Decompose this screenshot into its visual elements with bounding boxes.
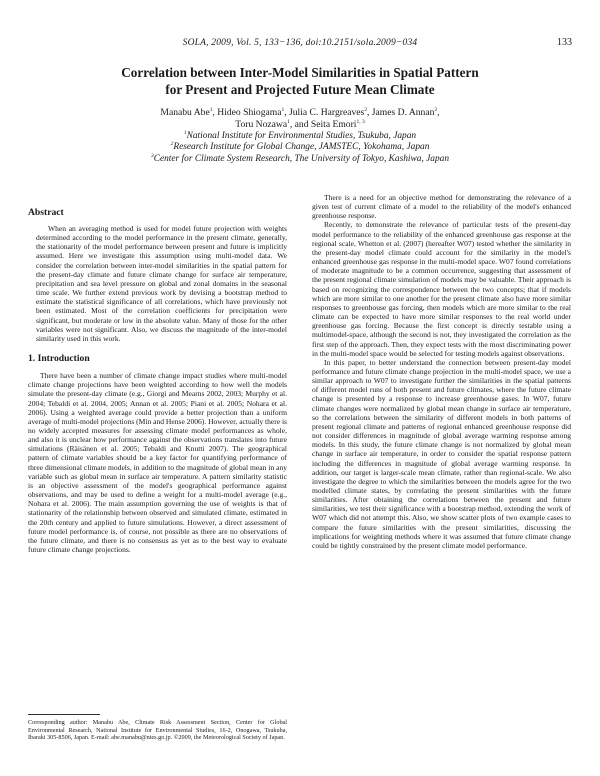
author-name: Toru Nozawa bbox=[235, 118, 288, 130]
author-affiliation-mark: 1 bbox=[209, 106, 213, 113]
author-affiliation-mark: 1 bbox=[287, 118, 290, 125]
corresponding-author-footnote: Corresponding author: Manabu Abe, Climate Risk Assessment Section, Center for Global Environmental Research, National Institute for Environmental Studies, 16-2, Onogawa, Tsukuba, Ibaraki 305-8506, Japan. E-mail: abe.manabu@nies.go.jp. ©2009, the Meteorological Society of Japan. bbox=[28, 719, 287, 742]
abstract-heading: Abstract bbox=[28, 207, 64, 218]
author-line-2: Toru Nozawa$^1$, and Seita Emori$^{1, 3}$ bbox=[235, 118, 365, 130]
footnote-divider bbox=[28, 714, 100, 715]
author-line-1: Manabu Abe$^1$, Hideo Shiogama$^1$, Julia C. Hargreaves$^2$, James D. Annan$^2$, bbox=[160, 106, 440, 118]
author-name: Hideo Shiogama bbox=[217, 107, 282, 118]
introduction-paragraph: There have been a number of climate change impact studies where multi-model climate change projections have been weighted according to how well the models simulate the present-day climate (e.g., Giorgi and Mearns 2002, 2003; Murphy et al. 2004; Tebaldi et al. 2004, 2005; Annan et al. 2005; Piani et al. 2005; Nohara et al. 2006). Using a weighted average could provide a better projection than a uniform average of multi-model projections (Min and Hense 2006). However, actually there is no widely accepted measures for assessing climate model performances as whole, and also it is unclear how performance against the observations translates into future simulations (Räisänen et al. 2005; Tebaldi and Knutti 2007). The geographical pattern of climate variables should be a key factor for quantifying performance of three dimensional climate models, in addition to the magnitude of global mean in any variable such as global mean in surface air temperature. A pattern similarity statistic is an objective assessment of the model's geographical performance against observations, and may be used to define a weight for a multi-model average (e.g., Nohara et al. 2006). The main assumption governing the use of weights is that of stationarity of the relationship between observed and simulated climate, estimated in the 20th century and applied to future simulations. However, a direct assessment of future model performance is, of course, not possible as there are no observations of the future climate, and there is no consensus as yet as to the best way to evaluate future climate change projections. bbox=[28, 371, 287, 554]
author-name: and Seita Emori bbox=[294, 118, 357, 130]
affiliation-mark: 2 bbox=[170, 141, 174, 148]
affiliation-mark: 3 bbox=[150, 152, 154, 159]
affiliation-item bbox=[40, 154, 560, 165]
left-column bbox=[28, 193, 287, 554]
paper-title bbox=[40, 64, 560, 98]
author-name: Manabu Abe bbox=[160, 107, 210, 118]
affiliation-text: National Institute for Environmental Studies, Tsukuba, Japan bbox=[186, 131, 417, 141]
body-paragraph: In this paper, to better understand the connection between present-day model performance and future climate change projection in the multi-model space, we use a similar approach to W07 to investigate further the similarities in the spatial patterns of different model runs of both present and future climates, where the future climate change is presented by a response to increase greenhouse gases. In W07, future climate changes were normalized by global mean change in surface air temperature, so the correlations between the similarity of different models in both patterns of present regional climate and patterns of regional enhanced greenhouse response did not consider differences in magnitude of global average warming response among models. In this study, the future climate change is not normalized by global mean change in surface air temperature, in order to consider the spatial response pattern including the differences in magnitude of global average warming response. In addition, our target is larger-scale mean climate, rather than regional-scale. We also investigate the degree to which the similarities between the models agree for the two modelled climate states, by correlating the present similarities with the future similarities. After obtaining the correlations between the present and future similarities, we test their significance with a bootstrap method, extending the work of W07 which did not attempt this. Also, we show scatter plots of two example cases to compare the future similarities with the present similarities, discussing the implications for weighting methods where it was assumed that future climate change could be tightly constrained by the present climate model performance. bbox=[312, 357, 571, 550]
abstract-text: When an averaging method is used for model future projection with weights determined according to the model performance in the present climate, generally, the stationarity of the model performance between present and future is implicitly assumed. Here we investigate this assumption using multi-model data. We consider the correlation between inter-model similarities in the spatial pattern for the present-day climate and future climate change for surface air temperature, precipitation and sea level pressure on global and zonal domains in the seasonal time scale. We further extend previous work by devising a bootstrap method to estimate the statistical significance of all correlations, which have previously not been estimated. Most of the correlation coefficients for precipitation were significant, but moderate or low in the absolute value. Many of those for the other variables were not significant. Also, we discuss the magnitude of the inter-model similarity used in this work. bbox=[36, 224, 287, 343]
author-list bbox=[40, 107, 560, 130]
author-affiliation-mark: 1 bbox=[281, 106, 285, 113]
title-line-1: Correlation between Inter-Model Similarities in Spatial Pattern bbox=[121, 65, 479, 80]
author-affiliation-mark: 2 bbox=[364, 106, 367, 113]
affiliation-text: Research Institute for Global Change, JAMSTEC, Yokohama, Japan bbox=[173, 142, 430, 153]
affiliation-text: Center for Climate System Research, The University of Tokyo, Kashiwa, Japan bbox=[153, 153, 450, 164]
affiliation-list bbox=[40, 131, 560, 165]
author-affiliation-mark: 2 bbox=[434, 106, 438, 113]
affiliation-item bbox=[40, 131, 560, 142]
author-affiliation-mark: 1, 3 bbox=[356, 118, 365, 125]
affiliation-mark: 1 bbox=[183, 129, 187, 136]
body-paragraph: Recently, to demonstrate the relevance of particular tests of the present-day model performance to the reliability of the enhanced greenhouse gas response at the regional scale, Whetton et al. (2007) (hereafter W07) tested whether the similarity in the present-day model climate could account for the similarity in the model's enhanced greenhouse gas response in the multi-model space. W07 found correlations of moderate magnitude to be a common occurrence, suggesting that assessment of the present regional climate simulation of models may be valuable. Their approach is based on recognizing the correspondence between the two concepts; that if models which are more similar to one another for the present climate also have more similar responses to greenhouse gas forcing, then models which are more similar to the real climate can be expected to have more similar responses to the real world under greenhouse gas forcing. Because the first concept is directly testable using a multimodel-space, although the second is not, they investigated the correlation as the first step of the approach. Then, they expect tests with the most discriminating power in the multi-model space would be selected for testing models against observations. bbox=[312, 220, 571, 358]
author-name: James D. Annan bbox=[371, 107, 435, 118]
page-number: 133 bbox=[557, 37, 572, 48]
right-column bbox=[312, 193, 571, 550]
body-paragraph: There is a need for an objective method for demonstrating the relevance of a given test of current climate of a model to the reliability of the model's enhanced greenhouse response. bbox=[312, 193, 571, 221]
abstract-body bbox=[28, 224, 287, 343]
running-head: SOLA, 2009, Vol. 5, 133−136, doi:10.2151/sola.2009−034 bbox=[182, 38, 418, 48]
affiliation-item bbox=[40, 142, 560, 153]
title-line-2: for Present and Projected Future Mean Climate bbox=[165, 82, 435, 97]
introduction-heading: 1. Introduction bbox=[28, 353, 90, 365]
author-name: Julia C. Hargreaves bbox=[289, 107, 365, 118]
